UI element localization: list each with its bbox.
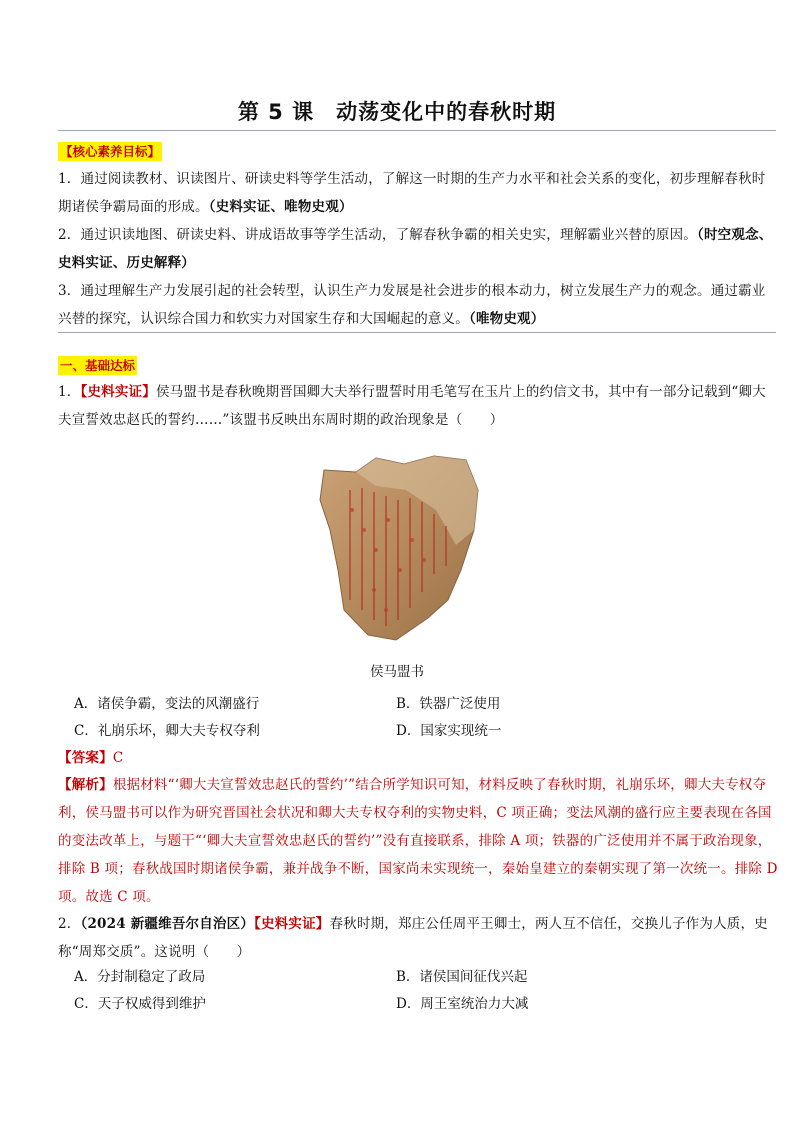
houma-covenant-tablet-image [316,450,486,645]
question-2-stem: 2．（2024 新疆维吾尔自治区）【史料实证】春秋时期，郑庄公任周平王卿士，两人互不信任，交换儿子作为人质，史称“周郑交质”。这说明（ ） [58,916,768,960]
q1-option-c: C．礼崩乐坏，卿大夫专权夺利 [74,723,260,739]
goals-tag: 【核心素养目标】 [60,144,161,159]
q2-option-d: D．周王室统治力大减 [396,996,529,1012]
q2-option-c: C．天子权威得到维护 [74,996,206,1012]
q1-answer: 【答案】C [58,750,124,766]
image-caption: 侯马盟书 [370,664,424,680]
section-tag: 一、基础达标 [60,358,136,373]
goal-item-2: 2．通过识读地图、研读史料、讲成语故事等学生活动，了解春秋争霸的相关史实，理解霸业兴替的原因。（时空观念、史料实证、历史解释） [58,227,773,271]
goal-item-1: 1．通过阅读教材、识读图片、研读史料等学生活动，了解这一时期的生产力水平和社会关系的变化，初步理解春秋时期诸侯争霸局面的形成。（史料实证、唯物史观） [58,171,766,215]
goal-item-3: 3．通过理解生产力发展引起的社会转型，认识生产力发展是社会进步的根本动力，树立发展生产力的观念。通过霸业兴替的探究，认识综合国力和软实力对国家生存和大国崛起的意义。（唯物史观） [58,283,766,327]
q2-option-a: A．分封制稳定了政局 [74,969,206,985]
q1-option-a: A．诸侯争霸，变法的风潮盛行 [74,696,260,712]
q1-option-d: D．国家实现统一 [396,723,502,739]
question-1-stem: 1．【史料实证】侯马盟书是春秋晚期晋国卿大夫举行盟誓时用毛笔写在玉片上的约信文书，其中有一部分记载到“卿大夫宣誓效忠赵氏的誓约……”该盟书反映出东周时期的政治现象是（ ） [58,384,766,428]
goals-rule [58,332,776,333]
q2-option-b: B．诸侯国间征伐兴起 [396,969,528,985]
q1-option-b: B．铁器广泛使用 [396,696,501,712]
page-title: 第 5 课 动荡变化中的春秋时期 [237,100,557,124]
q1-analysis: 【解析】根据材料“‘卿大夫宣誓效忠赵氏的誓约’”结合所学知识可知，材料反映了春秋时期，礼崩乐坏，卿大夫专权夺利，侯马盟书可以作为研究晋国社会状况和卿大夫专权夺利的实物史料，C 项正确；变法风潮的盛行应主要表现在各国的变法改革上，与题干“‘卿大夫宣誓效忠赵氏的誓约’”没有直接联系，排除 A 项；铁器的广泛使用并不属于政治现象，排除 B 项；春秋战国时期诸侯争霸，兼并战争不断，国家尚未实现统一，秦始皇建立的秦朝实现了第一次统一。排除 D 项。故选 C 项。 [58,777,778,905]
title-rule [58,130,776,131]
